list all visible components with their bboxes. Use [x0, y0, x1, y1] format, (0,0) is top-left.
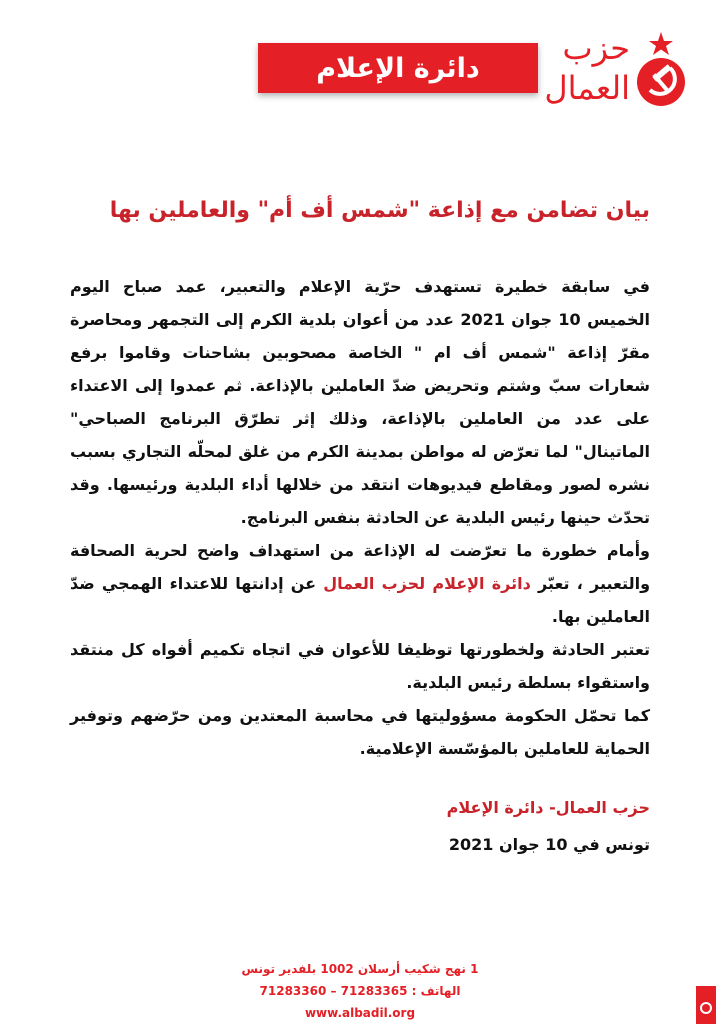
paragraph-2-end: عن إدانتها للاعتداء الهمجي ضدّ العاملين بها. — [70, 574, 650, 626]
paragraph-2-start: وأمام خطورة ما تعرّضت له الإذاعة من استهداف واضح لحرية الصحافة والتعبير ، تعبّر — [70, 541, 651, 593]
small-party-logo-icon — [692, 986, 716, 1024]
footer — [200, 958, 520, 1024]
paragraph-3: تعتبر الحادثة ولخطورتها توظيفا للأعوان في اتجاه تكميم أفواه كل منتقد واستقواء بسلطة رئيس البلدية. — [70, 640, 650, 692]
logo-line-1: حزب — [562, 29, 630, 67]
place-date: تونس في 10 جوان 2021 — [448, 835, 650, 854]
footer-address: 1 نهج شكيب أرسلان 1002 بلفدير تونس — [241, 962, 479, 976]
department-title: دائرة الإعلام — [316, 52, 480, 84]
party-logo-text — [540, 28, 630, 108]
highlighted-department: دائرة الإعلام لحزب العمال — [323, 574, 531, 593]
department-banner — [258, 43, 538, 93]
paragraph-1: في سابقة خطيرة تستهدف حرّية الإعلام والتعبير، عمد صباح اليوم الخميس 10 جوان 2021 عدد من أعوان بلدية الكرم إلى التجمهر ومحاصرة مقرّ إذاعة "شمس أف ام " الخاصة مصحوبين بشاحنات وقاموا برفع شعارات سبّ وشتم وتحريض ضدّ العاملين بالإذاعة. ثم عمدوا إلى الاعتداء على عدد من العاملين بالإذاعة، وذلك إثر تطرّق البرنامج الصباحي" الماتينال" لما تعرّض له مواطن بمدينة الكرم من غلق لمحلّه التجاري بسبب نشره لصور ومقاطع فيديوهات انتقد من خلالها أداء البلدية ورئيسها. وقد تحدّث حينها رئيس البلدية عن الحادثة بنفس البرنامج. — [70, 277, 651, 527]
star-hammer-sickle-icon — [632, 30, 690, 108]
footer-website[interactable]: www.albadil.org — [304, 1006, 416, 1020]
paragraph-4: كما تحمّل الحكومة مسؤوليتها في محاسبة المعتدين ومن حرّضهم وتوفير الحماية للعاملين بالمؤسّسة الإعلامية. — [70, 706, 650, 758]
footer-phone: الهاتف : 71283365 – 71283360 — [259, 984, 461, 998]
document-title: بيان تضامن مع إذاعة "شمس أف أم" والعاملين بها — [109, 198, 650, 223]
logo-line-2: العمال — [544, 69, 630, 107]
signature: حزب العمال- دائرة الإعلام — [446, 798, 650, 817]
document-body — [70, 270, 650, 765]
paragraph-2 — [70, 534, 650, 633]
